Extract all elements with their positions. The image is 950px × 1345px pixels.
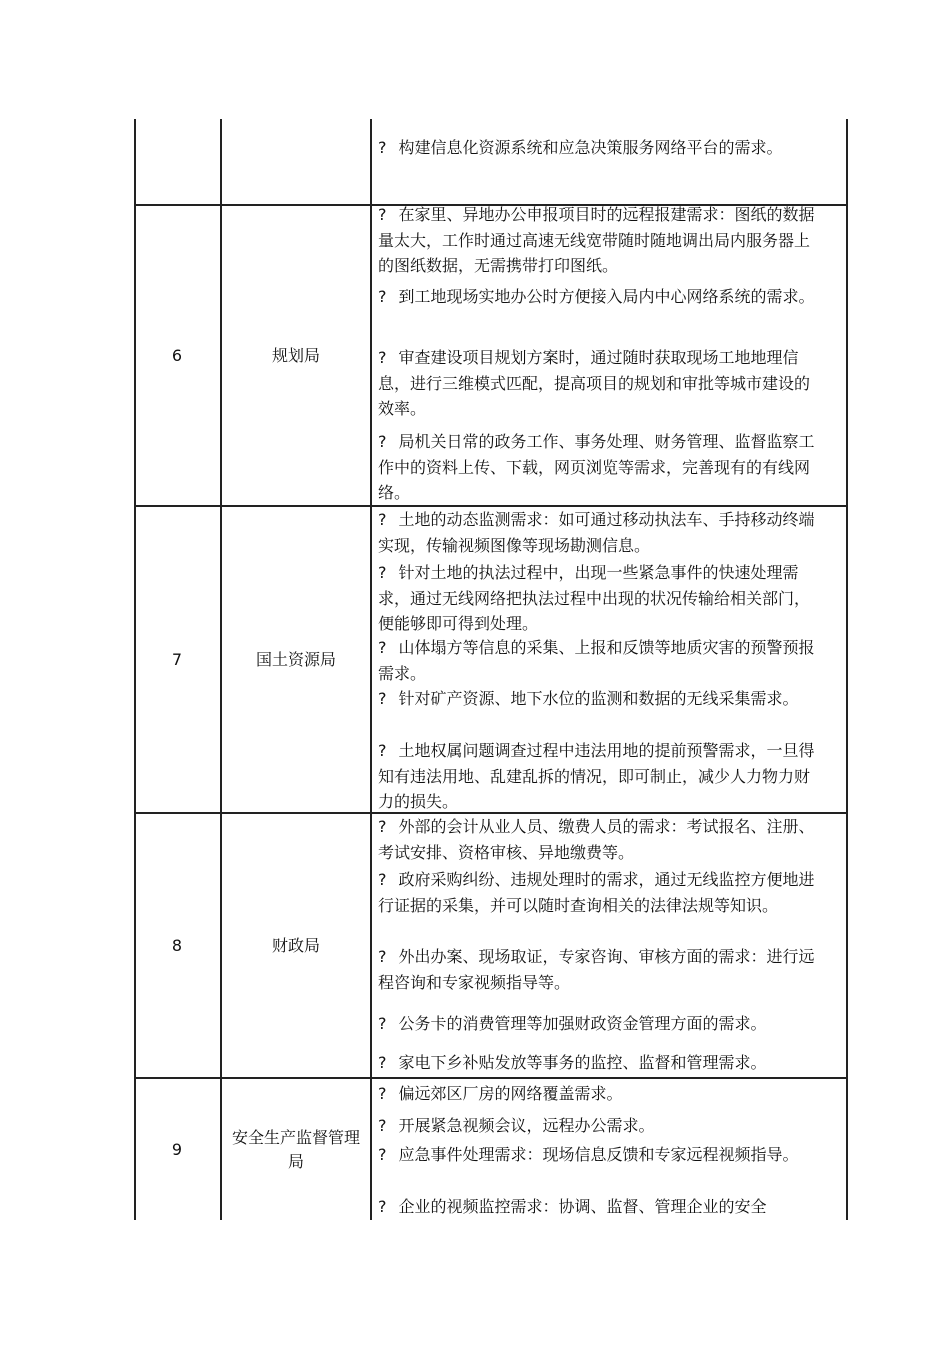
- table-row: [134, 814, 848, 1077]
- bullet-marker: ?: [378, 689, 387, 708]
- table-row: [134, 119, 848, 204]
- bullet-marker: ?: [378, 870, 387, 889]
- need-item: ? 构建信息化资源系统和应急决策服务网络平台的需求。: [378, 138, 783, 157]
- bullet-marker: ?: [378, 510, 387, 529]
- bullet-marker: ?: [378, 205, 387, 224]
- table-row: [134, 1079, 848, 1220]
- bullet-marker: ?: [378, 1084, 387, 1103]
- bullet-marker: ?: [378, 638, 387, 657]
- department-name: 财政局: [271, 935, 320, 955]
- table-row: [134, 206, 848, 505]
- bullet-marker: ?: [378, 1145, 387, 1164]
- bullet-marker: ?: [378, 817, 387, 836]
- needs-cell: [378, 507, 818, 812]
- need-item: ? 针对矿产资源、地下水位的监测和数据的无线采集需求。: [378, 689, 799, 708]
- row-number: 6: [171, 346, 183, 365]
- need-item: ? 公务卡的消费管理等加强财政资金管理方面的需求。: [378, 1014, 767, 1033]
- need-item: ? 到工地现场实地办公时方便接入局内中心网络系统的需求。: [378, 287, 815, 306]
- need-item: ? 开展紧急视频会议，远程办公需求。: [378, 1116, 655, 1135]
- need-item: ? 针对土地的执法过程中，出现一些紧急事件的快速处理需求，通过无线网络把执法过程中出现的状况传输给相关部门，便能够即可得到处理。: [378, 563, 811, 633]
- bullet-marker: ?: [378, 1116, 387, 1135]
- department-name: 安全生产监督管理局: [231, 1127, 360, 1171]
- need-item: ? 企业的视频监控需求：协调、监督、管理企业的安全: [378, 1197, 767, 1216]
- needs-cell: [378, 206, 818, 505]
- need-item: ? 家电下乡补贴发放等事务的监控、监督和管理需求。: [378, 1053, 767, 1072]
- needs-cell: [378, 814, 818, 1077]
- bullet-marker: ?: [378, 432, 387, 451]
- bullet-marker: ?: [378, 138, 387, 157]
- need-item: ? 应急事件处理需求：现场信息反馈和专家远程视频指导。: [378, 1145, 799, 1164]
- department-name: 国土资源局: [255, 649, 336, 669]
- need-item: ? 外出办案、现场取证，专家咨询、审核方面的需求：进行远程咨询和专家视频指导等。: [378, 947, 815, 992]
- row-number: 8: [171, 936, 183, 955]
- need-item: ? 外部的会计从业人员、缴费人员的需求：考试报名、注册、考试安排、资格审核、异地缴费等。: [378, 817, 815, 862]
- bullet-marker: ?: [378, 287, 387, 306]
- bullet-marker: ?: [378, 1197, 387, 1216]
- needs-cell: [378, 119, 818, 204]
- row-number: 9: [171, 1140, 183, 1159]
- need-item: ? 偏远郊区厂房的网络覆盖需求。: [378, 1084, 623, 1103]
- need-item: ? 政府采购纠纷、违规处理时的需求，通过无线监控方便地进行证据的采集，并可以随时查询相关的法律法规等知识。: [378, 870, 815, 915]
- row-number: 7: [171, 650, 183, 669]
- bullet-marker: ?: [378, 947, 387, 966]
- bullet-marker: ?: [378, 348, 387, 367]
- need-item: ? 山体塌方等信息的采集、上报和反馈等地质灾害的预警预报需求。: [378, 638, 815, 683]
- need-item: ? 审查建设项目规划方案时，通过随时获取现场工地地理信息，进行三维模式匹配，提高项目的规划和审批等城市建设的效率。: [378, 348, 811, 418]
- need-item: ? 在家里、异地办公申报项目时的远程报建需求：图纸的数据量太大，工作时通过高速无线宽带随时随地调出局内服务器上的图纸数据，无需携带打印图纸。: [378, 205, 815, 275]
- need-item: ? 局机关日常的政务工作、事务处理、财务管理、监督监察工作中的资料上传、下载，网页浏览等需求，完善现有的有线网络。: [378, 432, 815, 502]
- department-name: 规划局: [271, 345, 320, 365]
- need-item: ? 土地的动态监测需求：如可通过移动执法车、手持移动终端实现，传输视频图像等现场勘测信息。: [378, 510, 815, 555]
- bullet-marker: ?: [378, 563, 387, 582]
- table-row: [134, 507, 848, 812]
- bullet-marker: ?: [378, 1053, 387, 1072]
- bullet-marker: ?: [378, 741, 387, 760]
- need-item: ? 土地权属问题调查过程中违法用地的提前预警需求，一旦得知有违法用地、乱建乱拆的情况，即可制止，减少人力物力财力的损失。: [378, 741, 815, 811]
- bullet-marker: ?: [378, 1014, 387, 1033]
- needs-cell: [378, 1079, 818, 1220]
